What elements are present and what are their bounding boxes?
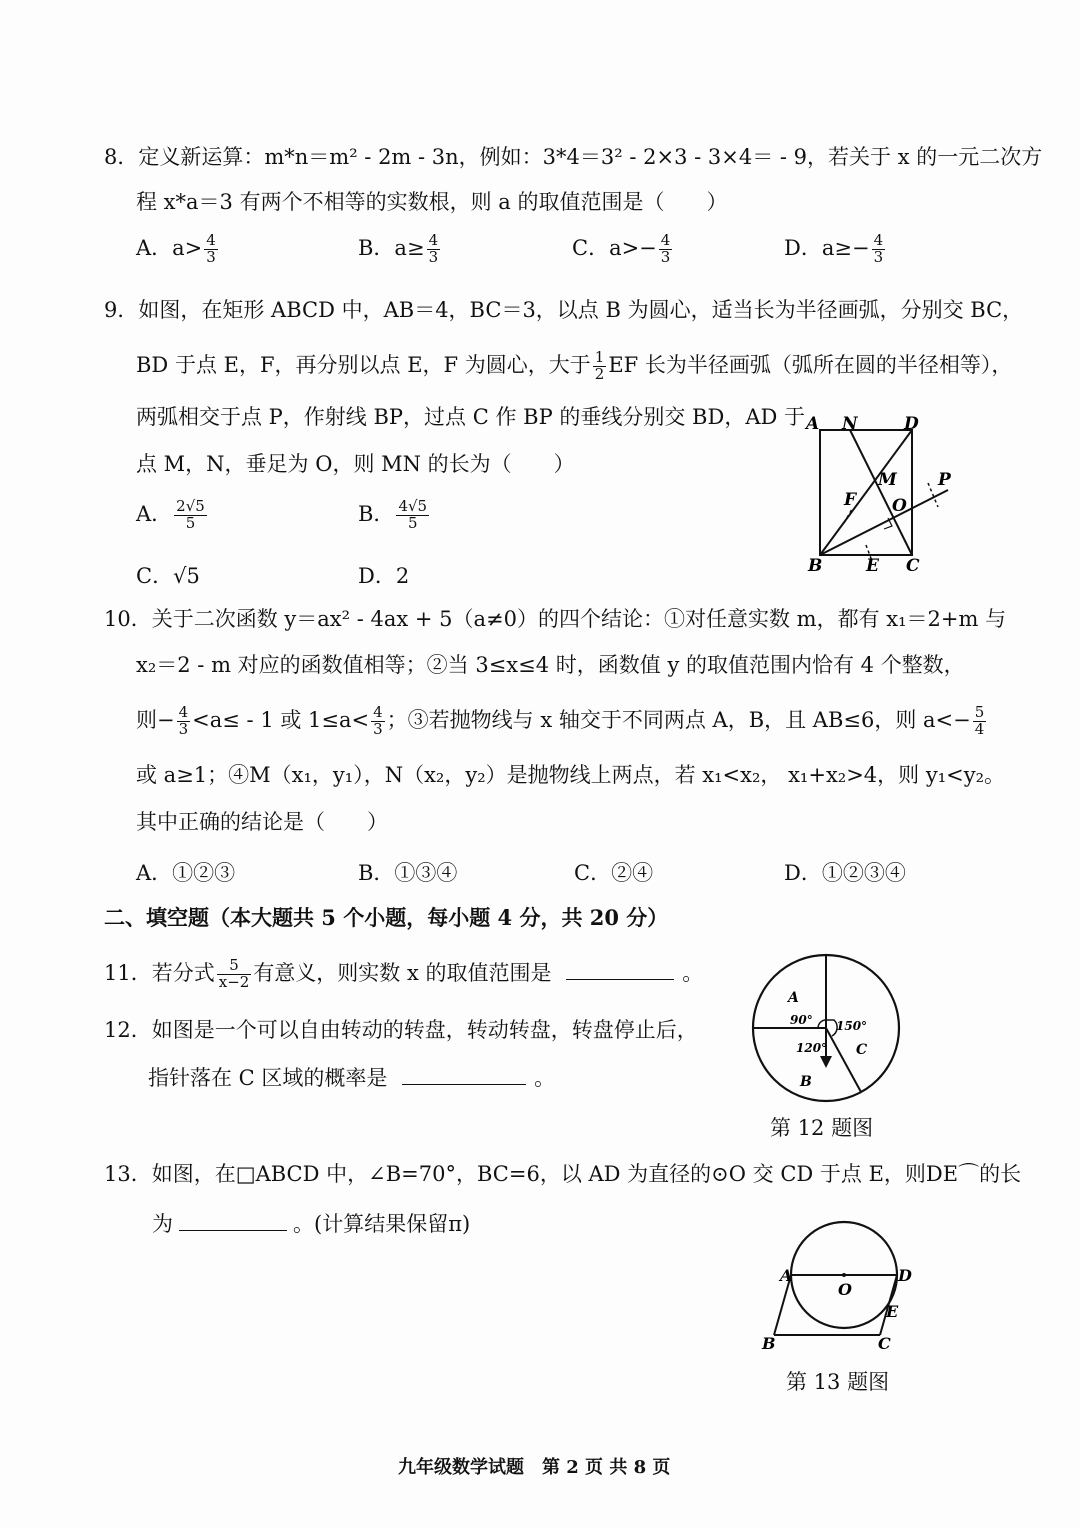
q8-option-a-num: 4 — [206, 231, 216, 250]
q13-line2a: 为 — [152, 1212, 173, 1236]
q9-option-a[interactable] — [136, 498, 209, 532]
q12-pointer-arrow-icon — [820, 1056, 832, 1068]
q11-end: 。 — [682, 960, 704, 985]
q12-answer-blank[interactable] — [402, 1083, 526, 1085]
q9-option-a-num: 2√5 — [176, 497, 205, 516]
q13-label-c: C — [878, 1334, 891, 1353]
q9-label-f: F — [844, 490, 857, 510]
q8-option-d-label: D．a≥− — [784, 236, 870, 260]
q11-line — [104, 958, 703, 991]
q12-label-150: 150° — [836, 1019, 868, 1033]
q12-caption: 第 12 题图 — [770, 1116, 874, 1140]
q10-option-c[interactable]: C．②④ — [574, 861, 654, 885]
q12-label-c: C — [856, 1042, 868, 1058]
q8-option-a-den: 3 — [206, 248, 216, 266]
q9-label-m: M — [878, 470, 897, 490]
q13-line2 — [152, 1212, 470, 1237]
q9-label-e: E — [866, 556, 879, 576]
q13-label-d: D — [898, 1266, 912, 1285]
q13-label-a: A — [780, 1266, 793, 1285]
q8-option-c-label: C．a>− — [572, 236, 657, 260]
q10-f3-num: 5 — [974, 703, 985, 721]
q9-label-d: D — [904, 414, 919, 434]
q9-option-b-label: B． — [358, 502, 395, 526]
q9-line2 — [136, 350, 1012, 383]
q13-label-o: O — [838, 1280, 852, 1299]
q9-option-a-den: 5 — [185, 514, 196, 532]
q9-label-c: C — [906, 556, 920, 576]
q9-line3: 两弧相交于点 P，作射线 BP，过点 C 作 BP 的垂线分别交 BD，AD 于 — [136, 405, 805, 429]
q9-line4: 点 M，N，垂足为 O，则 MN 的长为（ ） — [136, 452, 575, 476]
q13-label-b: B — [762, 1334, 776, 1353]
q9-line2b: EF 长为半径画弧（弧所在圆的半径相等）， — [608, 352, 1013, 377]
q8-option-d-den: 3 — [873, 248, 884, 266]
q10-f2-den: 3 — [373, 719, 383, 738]
q9-label-o: O — [892, 496, 907, 516]
q9-frac-den: 2 — [594, 364, 605, 383]
q8-option-b[interactable] — [358, 232, 442, 266]
q9-line2a: BD 于点 E，F，再分别以点 E，F 为圆心，大于 — [136, 352, 591, 377]
q8-option-a[interactable] — [136, 232, 220, 266]
q10-option-a[interactable]: A．①②③ — [136, 861, 236, 885]
q9-arc-f — [844, 509, 852, 523]
q9-line1: 9．如图，在矩形 ABCD 中，AB＝4，BC＝3，以点 B 为圆心，适当长为半径画弧，分别交 BC， — [104, 298, 1024, 322]
q10-option-b[interactable]: B．①③④ — [358, 861, 458, 885]
q8-option-d-num: 4 — [873, 231, 884, 250]
q9-line-cn — [850, 430, 912, 555]
q12-line1: 12．如图是一个可以自由转动的转盘，转动转盘，转盘停止后， — [104, 1018, 698, 1042]
q10-option-d[interactable]: D．①②③④ — [784, 861, 906, 885]
section2-title: 二、填空题（本大题共 5 个小题，每小题 4 分，共 20 分） — [104, 905, 669, 930]
q8-option-c[interactable] — [572, 232, 674, 266]
q9-option-b[interactable] — [358, 498, 431, 532]
q13-center-dot — [842, 1273, 846, 1277]
q10-line1: 10．关于二次函数 y＝ax² - 4ax + 5（a≠0）的四个结论：①对任意实数 m，都有 x₁＝2+m 与 — [104, 607, 1007, 631]
q10-f1-den: 3 — [178, 719, 189, 738]
q12-spinner-figure — [748, 950, 908, 1110]
q9-label-b: B — [808, 556, 823, 576]
q11-suffix: 有意义，则实数 x 的取值范围是 — [253, 960, 552, 985]
q10-f3-den: 4 — [974, 719, 985, 738]
q10-line2: x₂＝2 - m 对应的函数值相等；②当 3≤x≤4 时，函数值 y 的取值范围内恰有 4 个整数， — [136, 653, 965, 677]
q8-option-b-den: 3 — [428, 248, 439, 266]
q9-option-b-num: 4√5 — [398, 497, 428, 516]
q8-line1: 8．定义新运算：m*n＝m² - 2m - 3n，例如：3*4＝3² - 2×3 - 3×4＝ - 9，若关于 x 的一元二次方 — [104, 145, 1043, 169]
q13-line1: 13．如图，在□ABCD 中，∠B=70°，BC=6，以 AD 为直径的⊙O 交 CD 于点 E，则DE⌒的长 — [104, 1162, 1022, 1186]
q13-figure — [760, 1215, 920, 1355]
q12-label-90: 90° — [790, 1013, 813, 1027]
q9-frac-num: 1 — [594, 348, 605, 366]
q8-option-b-label: B．a≥ — [358, 236, 425, 260]
q8-option-c-den: 3 — [660, 248, 671, 266]
q11-prefix: 11．若分式 — [104, 960, 215, 985]
q8-option-a-label: A．a> — [136, 236, 203, 260]
q12-label-b: B — [800, 1074, 812, 1090]
q10-line3b: <a≤ - 1 或 1≤a< — [192, 707, 370, 732]
q8-line2: 程 x*a＝3 有两个不相等的实数根，则 a 的取值范围是（ ） — [136, 190, 728, 214]
q9-option-b-den: 5 — [407, 514, 418, 532]
q10-f2-num: 4 — [373, 703, 383, 721]
q12-label-120: 120° — [796, 1041, 828, 1055]
q12-end: 。 — [534, 1066, 556, 1090]
q10-line3a: 则− — [136, 707, 175, 732]
q13-label-e: E — [886, 1302, 899, 1321]
q10-f1-num: 4 — [178, 703, 189, 721]
q8-option-c-num: 4 — [660, 231, 671, 250]
q12-line2 — [148, 1066, 555, 1091]
q13-answer-blank[interactable] — [179, 1229, 287, 1231]
q9-figure — [800, 405, 970, 580]
q13-caption: 第 13 题图 — [786, 1370, 890, 1394]
page-footer: 九年级数学试题 第 2 页 共 8 页 — [398, 1457, 671, 1478]
q12-label-a: A — [788, 990, 799, 1006]
q12-line2-text: 指针落在 C 区域的概率是 — [148, 1066, 388, 1090]
q9-option-c[interactable]: C．√5 — [136, 564, 200, 588]
q11-answer-blank[interactable] — [566, 978, 674, 980]
q8-option-b-num: 4 — [428, 231, 439, 250]
q11-frac-den: x−2 — [218, 972, 250, 991]
q10-line3 — [136, 705, 988, 738]
q13-line2b: 。(计算结果保留π) — [293, 1212, 471, 1236]
q11-frac-num: 5 — [217, 958, 252, 975]
q10-line3c: ；③若抛物线与 x 轴交于不同两点 A，B，且 AB≤6，则 a<− — [386, 707, 971, 732]
q8-option-d[interactable] — [784, 232, 887, 266]
q9-option-a-label: A． — [136, 502, 173, 526]
q9-label-p: P — [938, 470, 951, 490]
q9-diagonal-bd — [820, 430, 912, 555]
q10-line5: 其中正确的结论是（ ） — [136, 810, 388, 834]
q9-option-d[interactable]: D．2 — [358, 564, 410, 588]
q12-radius-lower — [826, 1028, 861, 1092]
q9-label-n: N — [842, 414, 858, 434]
q10-line4: 或 a≥1；④M（x₁，y₁），N（x₂，y₂）是抛物线上两点，若 x₁<x₂， x₁+x₂>4，则 y₁<y₂。 — [136, 763, 1005, 787]
q9-label-a: A — [806, 414, 820, 434]
